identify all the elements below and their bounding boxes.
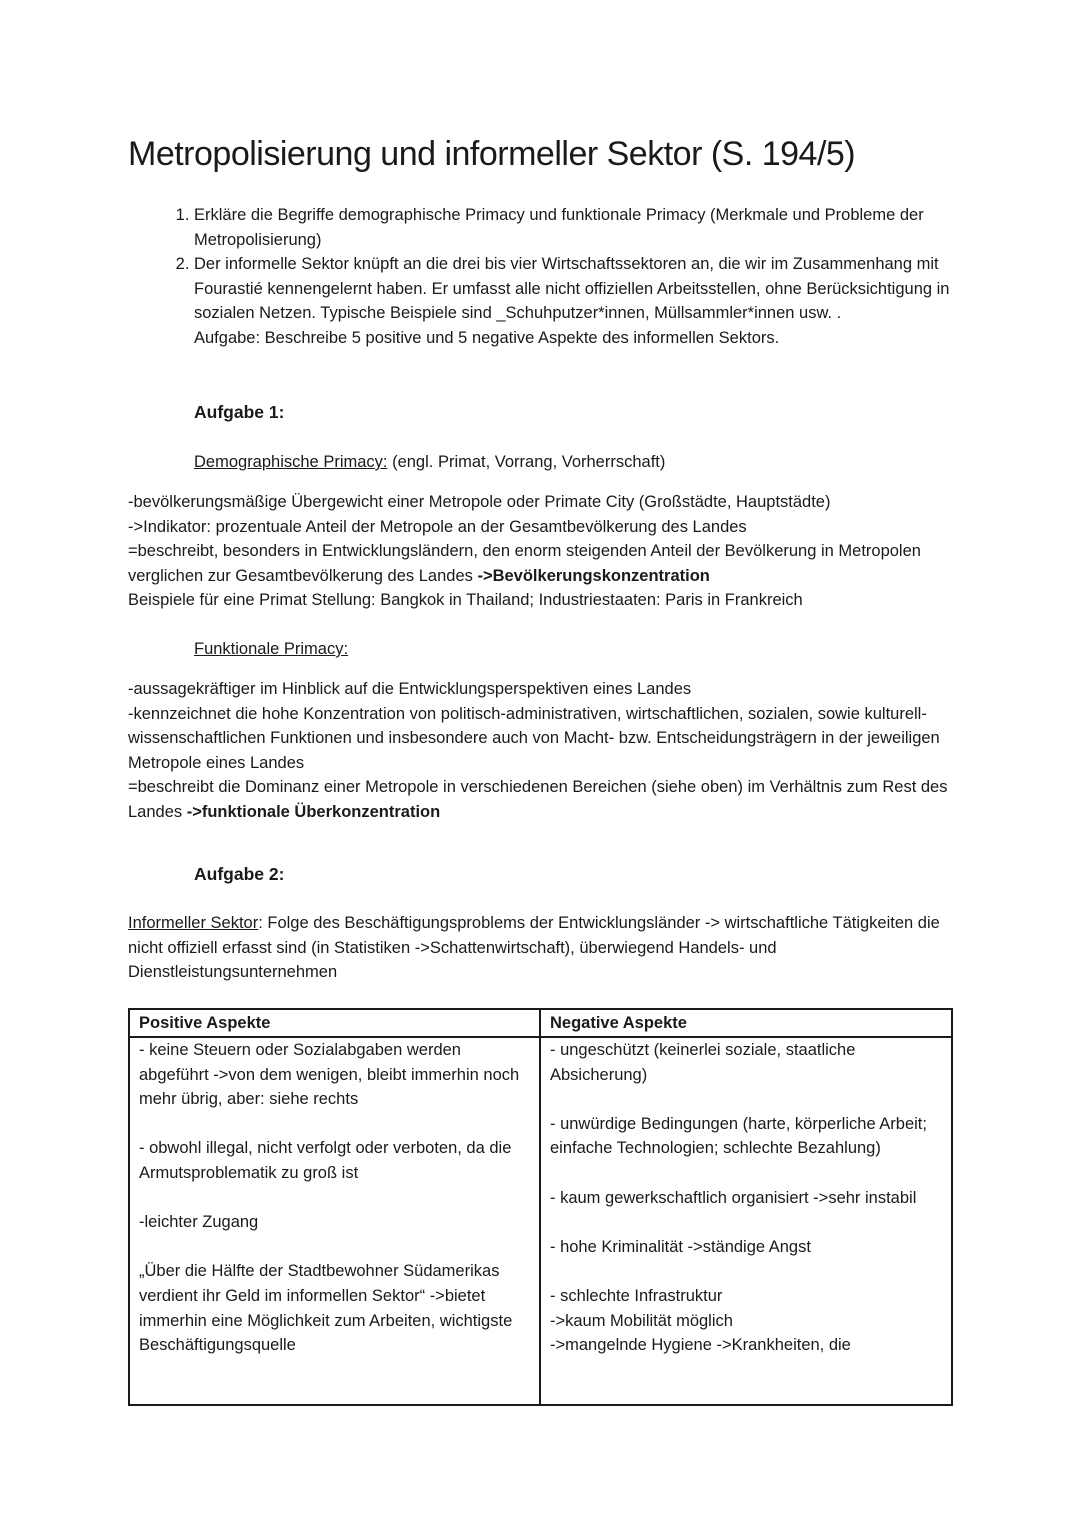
list-item: - unwürdige Bedingungen (harte, körperliche Arbeit; einfache Technologien; schlechte Bezahlung) <box>550 1114 927 1158</box>
demo-line-1: -bevölkerungsmäßige Übergewicht einer Metropole oder Primate City (Großstädte, Hauptstädte) <box>128 493 831 511</box>
list-item: - ungeschützt (keinerlei soziale, staatliche Absicherung) <box>550 1041 856 1084</box>
funk-line-1: -aussagekräftiger im Hinblick auf die Entwicklungsperspektiven eines Landes <box>128 680 692 698</box>
list-item: -leichter Zugang <box>139 1213 259 1232</box>
table-row <box>129 1037 952 1405</box>
funk-line-3: =beschreibt die Dominanz einer Metropole in verschiedenen Bereichen (siehe oben) im Verhältnis zum Rest des Landes ->funktionale Überkonzentration <box>128 778 948 821</box>
demographic-primacy-note: (engl. Primat, Vorrang, Vorherrschaft) <box>387 453 666 471</box>
demo-example: Beispiele für eine Primat Stellung: Bangkok in Thailand; Industriestaaten: Paris in Frankreich <box>128 591 803 610</box>
list-item: - kaum gewerkschaftlich organisiert ->sehr instabil <box>550 1188 917 1207</box>
task-2-assignment: Aufgabe: Beschreibe 5 positive und 5 negative Aspekte des informellen Sektors. <box>194 328 780 347</box>
task-item-1 <box>194 203 954 252</box>
demo-keyword: ->Bevölkerungskonzentration <box>477 566 710 585</box>
functional-primacy-body <box>128 677 958 825</box>
task-1-text: 1. Erkläre die Begriffe demographische Primacy und funktionale Primacy (Merkmale und Probleme der Metropolisierung) <box>194 206 924 249</box>
positive-header: Positive Aspekte <box>129 1009 540 1037</box>
funk-keyword: ->funktionale Überkonzentration <box>186 802 441 821</box>
demo-line-2: ->Indikator: prozentuale Anteil der Metropole an der Gesamtbevölkerung des Landes <box>128 517 747 536</box>
funk-line-2: -kennzeichnet die hohe Konzentration von politisch-administrativen, wirtschaftlichen, sozialen, sowie kulturell-wissenschaftlichen Funktionen und insbesondere auch von Macht- bzw. Entscheidungsträgern in der jeweiligen Metropole eines Landes <box>128 704 940 772</box>
functional-primacy-label: Funktionale Primacy: <box>194 640 349 658</box>
positive-aspects-cell <box>129 1037 540 1405</box>
task-2-text: 2. Der informelle Sektor knüpft an die drei bis vier Wirtschaftssektoren an, die wir im Zusammenhang mit Fourastié kennengelernt haben. Er umfasst alle nicht offiziellen Arbeitsstellen, ohne Berücksichtigung in sozialen Netzen. Typische Beispiele sind _Schuhputzer*innen, Müllsammler*innen usw. . <box>194 255 950 323</box>
aufgabe-1-heading: Aufgabe 1: <box>194 402 285 422</box>
page-title: Metropolisierung und informeller Sektor (S. 194/5) <box>128 135 856 173</box>
table-header-row <box>129 1009 952 1037</box>
informal-sector-label: Informeller Sektor <box>128 914 259 932</box>
demographic-primacy-label: Demographische Primacy: <box>194 453 388 471</box>
list-item: - hohe Kriminalität ->ständige Angst <box>550 1237 811 1256</box>
informal-sector-definition <box>128 911 948 985</box>
task-list <box>148 203 954 351</box>
negative-header: Negative Aspekte <box>540 1009 952 1037</box>
negative-aspects-cell <box>540 1037 952 1405</box>
demo-line-3: =beschreibt, besonders in Entwicklungsländern, den enorm steigenden Anteil der Bevölkerung in Metropolen verglichen zur Gesamtbevölkerung des Landes ->Bevölkerungskonzentration <box>128 542 921 585</box>
list-item: „Über die Hälfte der Stadtbewohner Südamerikas verdient ihr Geld im informellen Sektor“ ->bietet immerhin eine Möglichkeit zum Arbeiten, wichtigste Beschäftigungsquelle <box>139 1262 513 1355</box>
aspects-table <box>128 1008 953 1406</box>
list-item: - obwohl illegal, nicht verfolgt oder verboten, da die Armutsproblematik zu groß ist <box>139 1139 512 1182</box>
aufgabe-2-heading: Aufgabe 2: <box>194 864 285 884</box>
task-item-2 <box>194 252 954 350</box>
demographic-primacy-title <box>194 450 665 475</box>
informal-sector-text: : Folge des Beschäftigungsproblems der Entwicklungsländer -> wirtschaftliche Tätigkeiten die nicht offiziell erfasst sind (in Statistiken ->Schattenwirtschaft), überwiegend Handels- und Dienstleistungsunternehmen <box>128 914 940 982</box>
list-item: - schlechte Infrastruktur ->kaum Mobilität möglich ->mangelnde Hygiene ->Krankheiten, die <box>550 1286 851 1355</box>
list-item: - keine Steuern oder Sozialabgaben werden abgeführt ->von dem wenigen, bleibt immerhin noch mehr übrig, aber: siehe rechts <box>139 1041 520 1109</box>
demographic-primacy-body <box>128 490 958 613</box>
